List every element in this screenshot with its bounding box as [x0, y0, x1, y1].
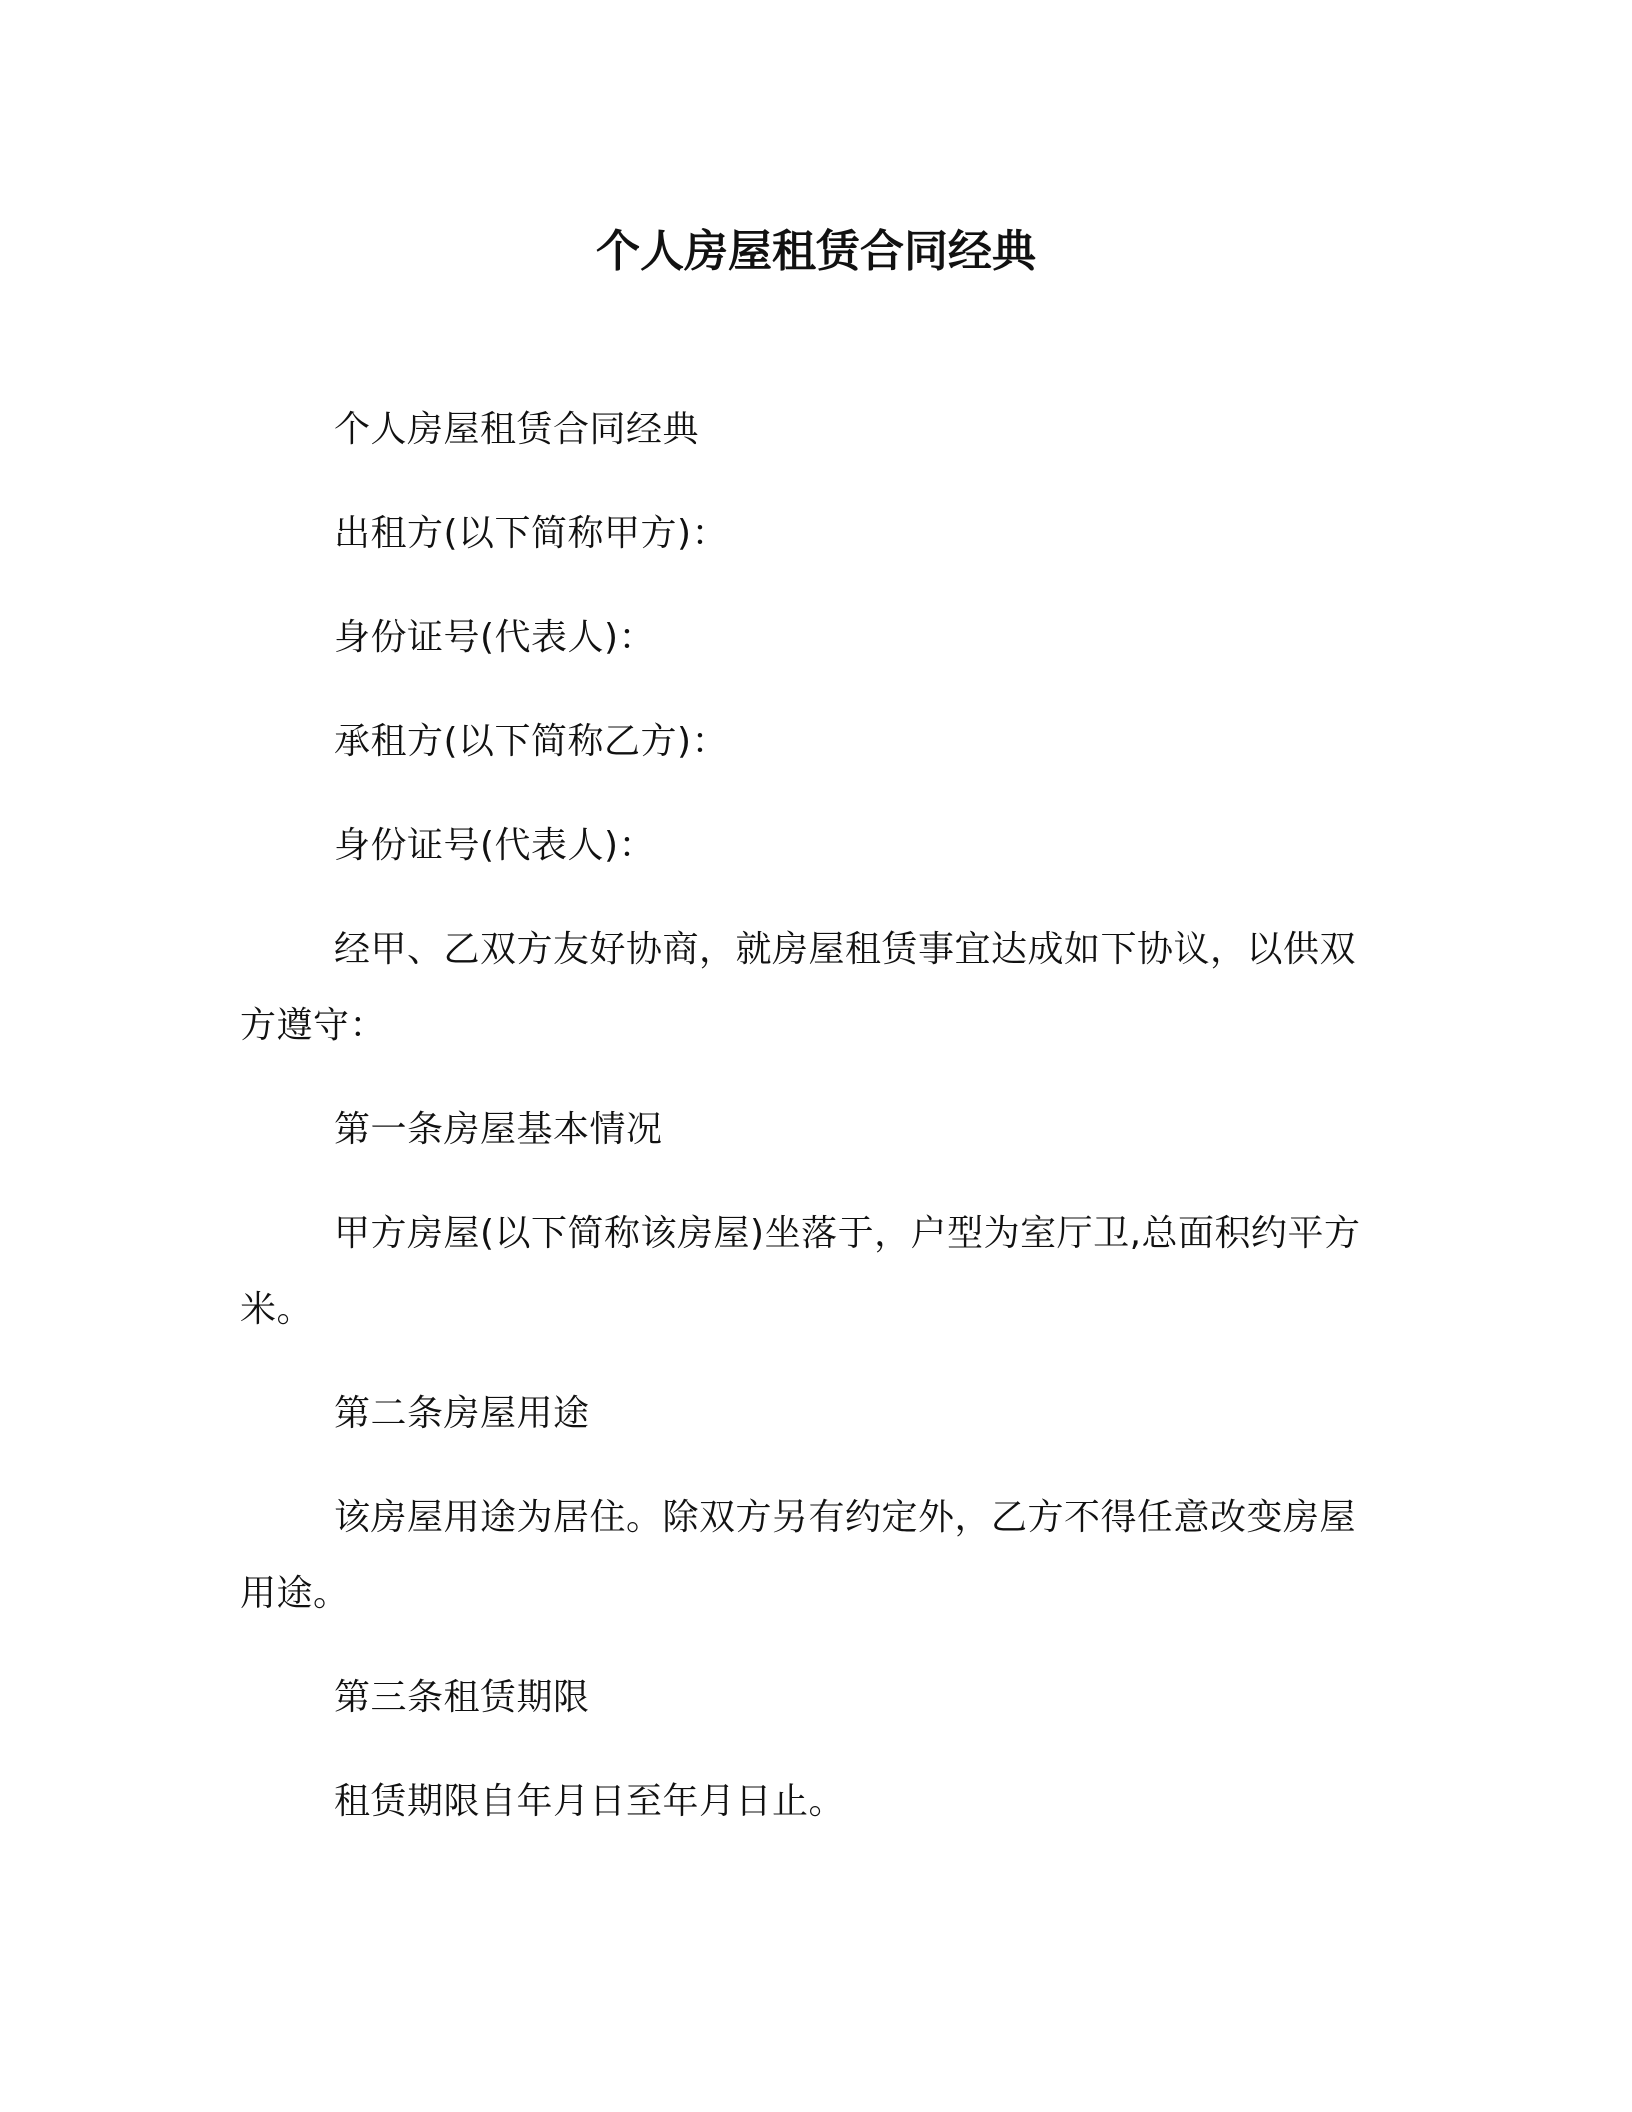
paragraph-lessor-id: 身份证号(代表人)： — [334, 617, 656, 658]
paragraph-lessor: 出租方(以下简称甲方)： — [334, 513, 729, 554]
paragraph-lessee: 承租方(以下简称乙方)： — [334, 721, 729, 762]
paragraph-agreement-intro: 经甲、乙双方友好协商，就房屋租赁事宜达成如下协议，以供双方遵守： — [240, 929, 1357, 1046]
section-heading-3: 第三条租赁期限 — [334, 1677, 590, 1718]
paragraph-lessee-id: 身份证号(代表人)： — [334, 825, 656, 866]
paragraph-lease-term: 租赁期限自年月日至年月日止。 — [334, 1781, 846, 1822]
paragraph-house-location: 甲方房屋(以下简称该房屋)坐落于，户型为室厅卫,总面积约平方米。 — [240, 1213, 1361, 1330]
document-title: 个人房屋租赁合同经典 — [596, 226, 1036, 277]
paragraph-heading: 个人房屋租赁合同经典 — [334, 409, 700, 450]
section-heading-2: 第二条房屋用途 — [334, 1393, 590, 1434]
section-heading-1: 第一条房屋基本情况 — [334, 1109, 663, 1150]
paragraph-house-use: 该房屋用途为居住。除双方另有约定外，乙方不得任意改变房屋用途。 — [240, 1497, 1357, 1614]
document-body — [240, 392, 1370, 1868]
